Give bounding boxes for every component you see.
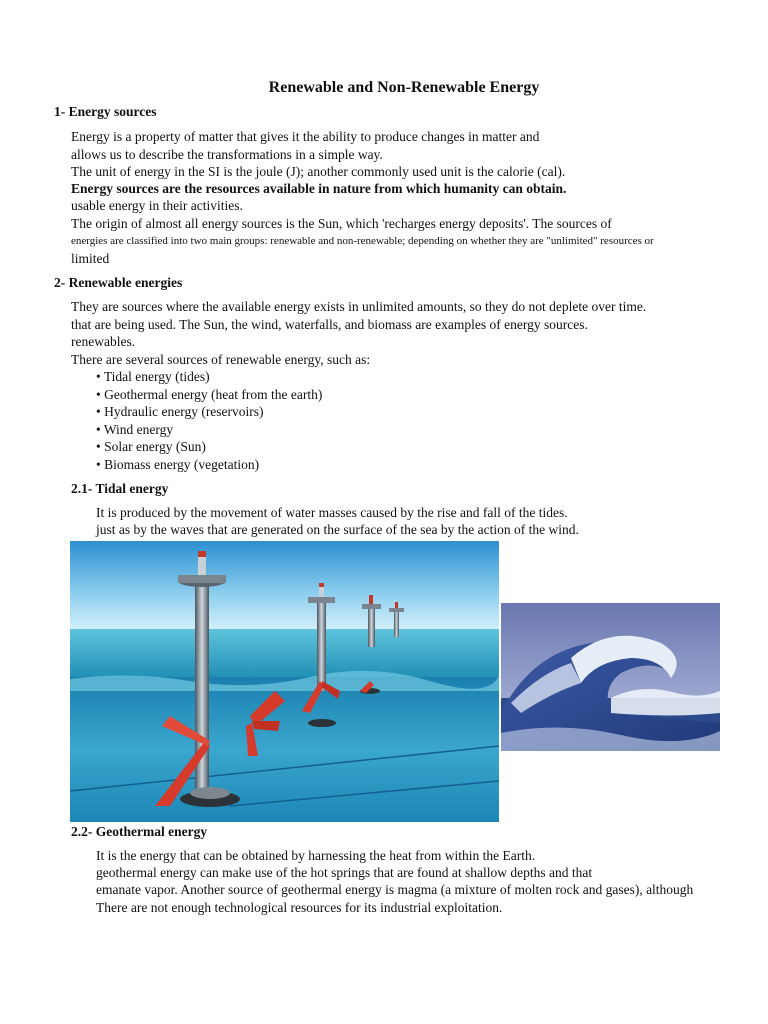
paragraph-line: It is produced by the movement of water masses caused by the rise and fall of the tides. (96, 505, 568, 520)
paragraph-line: allows us to describe the transformations in a simple way. (71, 147, 383, 162)
bullet-item: • Tidal energy (tides) (96, 369, 210, 384)
paragraph-line-small: energies are classified into two main groups: renewable and non-renewable; depending on whether they are "unlimited" resources or (71, 235, 654, 247)
paragraph-line: limited (71, 251, 110, 266)
paragraph-line: There are several sources of renewable energy, such as: (71, 352, 371, 367)
tidal-turbines-image (70, 541, 499, 822)
bullet-item: • Biomass energy (vegetation) (96, 457, 260, 472)
section-heading-geothermal: 2.2- Geothermal energy (71, 824, 208, 839)
paragraph-line: They are sources where the available energy exists in unlimited amounts, so they do not deplete over time. (71, 299, 647, 314)
paragraph-line: There are not enough technological resources for its industrial exploitation. (96, 900, 503, 915)
bullet-item: • Hydraulic energy (reservoirs) (96, 404, 264, 419)
bullet-item: • Geothermal energy (heat from the earth) (96, 387, 323, 402)
bullet-item: • Solar energy (Sun) (96, 439, 206, 454)
paragraph-line: emanate vapor. Another source of geothermal energy is magma (a mixture of molten rock and gases), although (96, 882, 694, 897)
paragraph-line: geothermal energy can make use of the hot springs that are found at shallow depths and that (96, 865, 593, 880)
page-title: Renewable and Non-Renewable Energy (268, 79, 540, 96)
paragraph-line: renewables. (71, 334, 136, 349)
paragraph-line-bold: Energy sources are the resources available in nature from which humanity can obtain. (71, 181, 567, 196)
paragraph-line: Energy is a property of matter that gives it the ability to produce changes in matter and (71, 129, 540, 144)
paragraph-line: usable energy in their activities. (71, 198, 243, 213)
section-heading-energy-sources: 1- Energy sources (54, 104, 157, 119)
bullet-item: • Wind energy (96, 422, 174, 437)
paragraph-line: just as by the waves that are generated on the surface of the sea by the action of the wind. (96, 522, 579, 537)
paragraph-line: The unit of energy in the SI is the joule (J); another commonly used unit is the calorie (cal). (71, 164, 566, 179)
paragraph-line: It is the energy that can be obtained by harnessing the heat from within the Earth. (96, 848, 536, 863)
section-heading-tidal: 2.1- Tidal energy (71, 481, 169, 496)
section-heading-renewable: 2- Renewable energies (54, 275, 183, 290)
paragraph-line: The origin of almost all energy sources is the Sun, which 'recharges energy deposits'. The sources of (71, 216, 612, 231)
paragraph-line: that are being used. The Sun, the wind, waterfalls, and biomass are examples of energy sources. (71, 317, 588, 332)
ocean-wave-image (501, 603, 720, 751)
